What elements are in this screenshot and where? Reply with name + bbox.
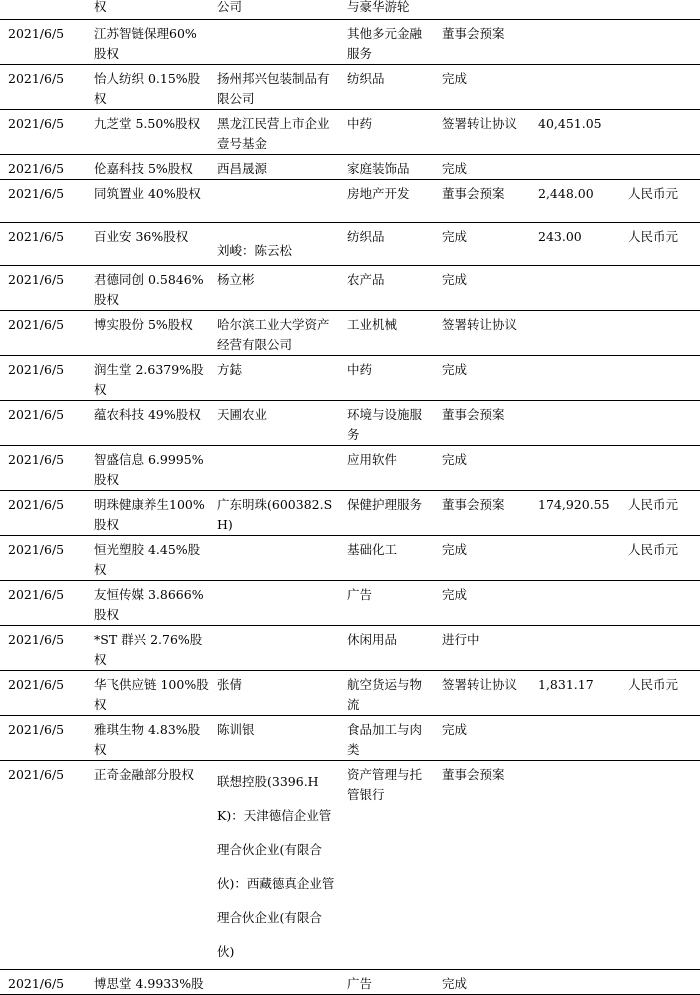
cell-target: 博思堂 4.9933%股	[88, 969, 211, 994]
cell-status: 完成	[436, 64, 534, 109]
cell-date: 2021/6/5	[0, 109, 88, 154]
cell-industry: 中药	[341, 109, 436, 154]
cell-date: 2021/6/5	[0, 580, 88, 625]
header-cell-company: 公司	[211, 0, 341, 19]
cell-buyer	[211, 19, 341, 64]
header-row	[0, 0, 700, 19]
cell-buyer: 张倩	[211, 670, 341, 715]
header-cell-currency	[622, 0, 700, 19]
cell-currency	[622, 625, 700, 670]
cell-currency	[622, 64, 700, 109]
cell-date: 2021/6/5	[0, 355, 88, 400]
cell-industry: 应用软件	[341, 445, 436, 490]
table-row	[0, 490, 700, 535]
cell-buyer	[211, 580, 341, 625]
cell-status: 完成	[436, 265, 534, 310]
cell-date: 2021/6/5	[0, 400, 88, 445]
cell-target: 蕴农科技 49%股权	[88, 400, 211, 445]
cell-target: 江苏智链保理60%股权	[88, 19, 211, 64]
cell-industry: 广告	[341, 969, 436, 994]
cell-currency	[622, 969, 700, 994]
cell-currency	[622, 715, 700, 760]
cell-date: 2021/6/5	[0, 715, 88, 760]
table-row	[0, 715, 700, 760]
table-row	[0, 400, 700, 445]
cell-amount: 174,920.55	[534, 490, 622, 535]
cell-buyer: 陈训银	[211, 715, 341, 760]
cell-status: 签署转让协议	[436, 310, 534, 355]
cell-amount	[534, 625, 622, 670]
cell-amount	[534, 969, 622, 994]
cell-amount	[534, 310, 622, 355]
cell-buyer: 扬州邦兴包装制品有限公司	[211, 64, 341, 109]
table-row	[0, 670, 700, 715]
cell-status: 完成	[436, 222, 534, 265]
cell-currency	[622, 355, 700, 400]
cell-industry: 资产管理与托管银行	[341, 760, 436, 969]
cell-industry: 农产品	[341, 265, 436, 310]
table-row	[0, 64, 700, 109]
cell-target: 正奇金融部分股权	[88, 760, 211, 969]
cell-date: 2021/6/5	[0, 670, 88, 715]
table-row	[0, 445, 700, 490]
cell-industry: 航空货运与物流	[341, 670, 436, 715]
cell-currency	[622, 400, 700, 445]
cell-buyer: 广东明珠(600382.SH)	[211, 490, 341, 535]
cell-currency	[622, 265, 700, 310]
cell-status: 完成	[436, 445, 534, 490]
cell-status: 完成	[436, 580, 534, 625]
cell-industry: 休闲用品	[341, 625, 436, 670]
cell-date: 2021/6/5	[0, 179, 88, 222]
cell-industry: 房地产开发	[341, 179, 436, 222]
cell-currency	[622, 310, 700, 355]
header-cell-target: 权	[88, 0, 211, 19]
cell-status: 董事会预案	[436, 179, 534, 222]
cell-status: 完成	[436, 969, 534, 994]
cell-target: 伦嘉科技 5%股权	[88, 154, 211, 179]
cell-industry: 广告	[341, 580, 436, 625]
cell-target: 友恒传媒 3.8666%股权	[88, 580, 211, 625]
cell-amount	[534, 355, 622, 400]
cell-industry: 食品加工与肉类	[341, 715, 436, 760]
cell-amount	[534, 19, 622, 64]
cell-status: 完成	[436, 535, 534, 580]
cell-buyer	[211, 625, 341, 670]
cell-target: 同筑置业 40%股权	[88, 179, 211, 222]
table-row	[0, 265, 700, 310]
cell-status: 签署转让协议	[436, 109, 534, 154]
cell-status: 完成	[436, 154, 534, 179]
cell-status: 董事会预案	[436, 19, 534, 64]
table-row	[0, 19, 700, 64]
cell-currency: 人民币元	[622, 670, 700, 715]
cell-currency	[622, 19, 700, 64]
header-cell-status	[436, 0, 534, 19]
cell-target: 明珠健康养生100%股权	[88, 490, 211, 535]
cell-currency	[622, 154, 700, 179]
cell-amount	[534, 760, 622, 969]
cell-date: 2021/6/5	[0, 64, 88, 109]
table-row	[0, 625, 700, 670]
table-row	[0, 109, 700, 154]
cell-currency	[622, 580, 700, 625]
cell-buyer: 方鋕	[211, 355, 341, 400]
cell-buyer: 黑龙江民营上市企业壹号基金	[211, 109, 341, 154]
cell-industry: 工业机械	[341, 310, 436, 355]
cell-industry: 纺织品	[341, 64, 436, 109]
cell-buyer: 刘峻：陈云松	[211, 222, 341, 265]
cell-currency	[622, 445, 700, 490]
cell-amount	[534, 64, 622, 109]
header-cell-amount	[534, 0, 622, 19]
cell-buyer	[211, 969, 341, 994]
cell-status: 董事会预案	[436, 490, 534, 535]
cell-date: 2021/6/5	[0, 222, 88, 265]
cell-target: 百业安 36%股权	[88, 222, 211, 265]
cell-amount	[534, 400, 622, 445]
cell-industry: 基础化工	[341, 535, 436, 580]
cell-date: 2021/6/5	[0, 19, 88, 64]
cell-target: *ST 群兴 2.76%股权	[88, 625, 211, 670]
table-row	[0, 179, 700, 222]
cell-date: 2021/6/5	[0, 490, 88, 535]
header-cell-date	[0, 0, 88, 19]
cell-buyer: 哈尔滨工业大学资产经营有限公司	[211, 310, 341, 355]
cell-target: 恒光塑胶 4.45%股权	[88, 535, 211, 580]
cell-amount	[534, 535, 622, 580]
cell-date: 2021/6/5	[0, 445, 88, 490]
cell-buyer: 联想控股(3396.HK)：天津德信企业管理合伙企业(有限合伙)：西藏德真企业管理合伙企业(有限合伙)	[211, 760, 341, 969]
cell-status: 签署转让协议	[436, 670, 534, 715]
cell-currency: 人民币元	[622, 535, 700, 580]
cell-date: 2021/6/5	[0, 969, 88, 994]
cell-currency	[622, 109, 700, 154]
cell-buyer: 天圃农业	[211, 400, 341, 445]
table-row	[0, 535, 700, 580]
cell-buyer: 杨立彬	[211, 265, 341, 310]
table-row	[0, 355, 700, 400]
cell-target: 智盛信息 6.9995%股权	[88, 445, 211, 490]
cell-amount: 1,831.17	[534, 670, 622, 715]
table-row	[0, 154, 700, 179]
cell-amount	[534, 265, 622, 310]
table-row	[0, 969, 700, 994]
cell-currency: 人民币元	[622, 179, 700, 222]
cell-status: 进行中	[436, 625, 534, 670]
cell-buyer: 西昌晟源	[211, 154, 341, 179]
cell-date: 2021/6/5	[0, 265, 88, 310]
cell-amount	[534, 154, 622, 179]
table-row	[0, 310, 700, 355]
cell-amount: 243.00	[534, 222, 622, 265]
cell-amount	[534, 580, 622, 625]
cell-target: 怡人纺织 0.15%股权	[88, 64, 211, 109]
header-cell-industry: 与豪华游轮	[341, 0, 436, 19]
cell-industry: 纺织品	[341, 222, 436, 265]
cell-amount	[534, 715, 622, 760]
cell-target: 雅琪生物 4.83%股权	[88, 715, 211, 760]
cell-industry: 中药	[341, 355, 436, 400]
cell-date: 2021/6/5	[0, 760, 88, 969]
cell-amount: 2,448.00	[534, 179, 622, 222]
cell-industry: 保健护理服务	[341, 490, 436, 535]
cell-status: 完成	[436, 715, 534, 760]
cell-industry: 环境与设施服务	[341, 400, 436, 445]
cell-currency: 人民币元	[622, 490, 700, 535]
cell-buyer	[211, 535, 341, 580]
cell-date: 2021/6/5	[0, 154, 88, 179]
cell-target: 润生堂 2.6379%股权	[88, 355, 211, 400]
cell-date: 2021/6/5	[0, 535, 88, 580]
cell-buyer	[211, 179, 341, 222]
table-row	[0, 760, 700, 969]
cell-industry: 其他多元金融服务	[341, 19, 436, 64]
cell-status: 董事会预案	[436, 400, 534, 445]
cell-amount: 40,451.05	[534, 109, 622, 154]
cell-buyer	[211, 445, 341, 490]
cell-status: 完成	[436, 355, 534, 400]
cell-target: 博实股份 5%股权	[88, 310, 211, 355]
cell-status: 董事会预案	[436, 760, 534, 969]
table-row	[0, 222, 700, 265]
cell-industry: 家庭装饰品	[341, 154, 436, 179]
cell-target: 君德同创 0.5846%股权	[88, 265, 211, 310]
cell-currency: 人民币元	[622, 222, 700, 265]
cell-target: 华飞供应链 100%股权	[88, 670, 211, 715]
table-row	[0, 580, 700, 625]
cell-currency	[622, 760, 700, 969]
cell-target: 九芝堂 5.50%股权	[88, 109, 211, 154]
cell-date: 2021/6/5	[0, 310, 88, 355]
cell-date: 2021/6/5	[0, 625, 88, 670]
cell-amount	[534, 445, 622, 490]
